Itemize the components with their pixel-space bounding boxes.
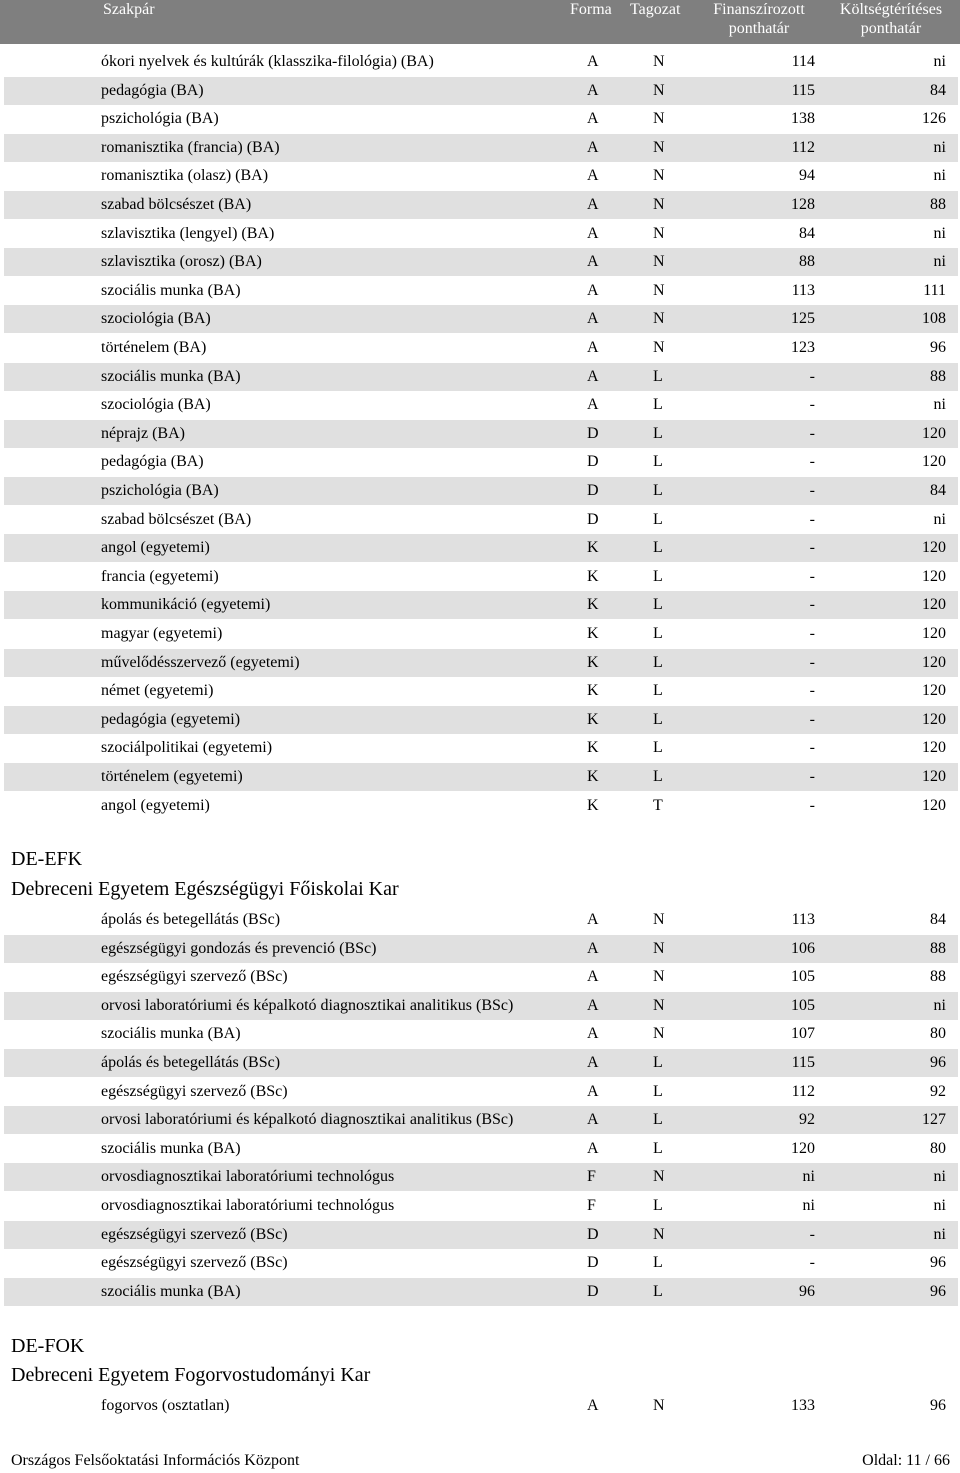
table-row [4, 162, 958, 190]
finanszirozott-cell: 113 [791, 911, 815, 928]
table-row [4, 305, 958, 333]
finanszirozott-cell: 88 [799, 253, 815, 271]
koltsegterites-cell: ni [933, 167, 946, 185]
finanszirozott-cell: 112 [791, 1082, 815, 1100]
table-row [4, 1078, 958, 1106]
koltsegterites-cell: 96 [930, 1054, 946, 1071]
forma-cell: D [587, 453, 599, 471]
table-row [4, 563, 958, 591]
table-row [4, 1221, 958, 1249]
finanszirozott-cell: - [809, 625, 815, 642]
tagozat-cell: L [653, 482, 663, 499]
finanszirozott-cell: 138 [791, 110, 815, 128]
forma-cell: A [587, 53, 599, 70]
finanszirozott-cell: 125 [791, 310, 815, 328]
header-koltsegterites: Költségtérítéses ponthatár [839, 1, 943, 37]
forma-cell: D [587, 1282, 599, 1300]
finanszirozott-cell: - [809, 596, 815, 614]
szakpar-cell: romanisztika (olasz) (BA) [101, 167, 269, 185]
tagozat-cell: L [653, 596, 663, 614]
table-row [4, 591, 958, 619]
szakpar-cell: orvosi laboratóriumi és képalkotó diagnosztikai analitikus (BSc) [101, 1111, 514, 1129]
tagozat-cell: N [653, 53, 665, 70]
forma-cell: K [587, 596, 599, 614]
finanszirozott-cell: 105 [791, 968, 815, 986]
tagozat-cell: L [653, 653, 663, 671]
szakpar-cell: pedagógia (BA) [101, 453, 204, 471]
section-code: DE-EFK [11, 848, 83, 870]
forma-cell: F [587, 1197, 596, 1214]
section-code: DE-FOK [11, 1335, 85, 1357]
koltsegterites-cell: 96 [930, 339, 946, 356]
szakpar-cell: szlavisztika (lengyel) (BA) [101, 224, 275, 242]
tagozat-cell: N [653, 939, 665, 957]
tagozat-cell: N [653, 110, 665, 128]
koltsegterites-cell: 108 [922, 310, 946, 328]
koltsegterites-cell: 88 [930, 196, 946, 213]
forma-cell: K [587, 653, 599, 671]
forma-cell: A [587, 253, 599, 271]
tagozat-cell: L [653, 710, 663, 728]
table-row [4, 1163, 958, 1191]
finanszirozott-cell: 105 [791, 996, 815, 1014]
koltsegterites-cell: 126 [922, 110, 946, 128]
koltsegterites-cell: 120 [922, 710, 946, 728]
table-row [4, 420, 958, 448]
table-row [4, 334, 958, 362]
forma-cell: A [587, 310, 599, 328]
table-row [4, 1278, 958, 1306]
finanszirozott-cell: - [809, 539, 815, 557]
table-row [4, 448, 958, 476]
table-row [4, 1392, 958, 1420]
table-row [4, 620, 958, 648]
forma-cell: K [587, 539, 599, 557]
table-row [4, 734, 958, 762]
koltsegterites-cell: 84 [930, 482, 946, 499]
section-title: Debreceni Egyetem Egészségügyi Főiskolai Kar [11, 878, 399, 900]
tagozat-cell: N [653, 1025, 665, 1043]
szakpar-cell: szociálpolitikai (egyetemi) [101, 739, 273, 757]
tagozat-cell: L [653, 396, 663, 414]
finanszirozott-cell: - [809, 710, 815, 728]
tagozat-cell: L [653, 1197, 663, 1214]
koltsegterites-cell: 120 [922, 625, 946, 642]
finanszirozott-cell: - [809, 367, 815, 385]
forma-cell: A [587, 167, 599, 185]
finanszirozott-cell: - [809, 1225, 815, 1243]
forma-cell: A [587, 224, 599, 242]
finanszirozott-cell: 115 [791, 1054, 815, 1071]
forma-cell: A [587, 81, 599, 99]
tagozat-cell: L [653, 424, 663, 442]
tagozat-cell: N [653, 253, 665, 271]
szakpar-cell: egészségügyi szervező (BSc) [101, 1254, 288, 1272]
koltsegterites-cell: 120 [922, 539, 946, 557]
tagozat-cell: N [653, 996, 665, 1014]
table-row [4, 48, 958, 76]
table-row [4, 1020, 958, 1048]
forma-cell: A [587, 1397, 599, 1414]
szakpar-cell: történelem (egyetemi) [101, 768, 243, 785]
table-row [4, 1192, 958, 1220]
szakpar-cell: szociális munka (BA) [101, 1139, 241, 1157]
table-row [4, 534, 958, 562]
szakpar-cell: ápolás és betegellátás (BSc) [101, 911, 281, 928]
finanszirozott-cell: 107 [791, 1025, 815, 1043]
finanszirozott-cell: ni [802, 1197, 815, 1214]
szakpar-cell: néprajz (BA) [101, 424, 185, 442]
szakpar-cell: szabad bölcsészet (BA) [101, 510, 252, 528]
table-row [4, 363, 958, 391]
tagozat-cell: L [653, 1054, 663, 1071]
szakpar-cell: orvosdiagnosztikai laboratóriumi technológus [101, 1168, 395, 1186]
table-row [4, 677, 958, 705]
header-szakpar: Szakpár [103, 1, 155, 18]
szakpar-cell: magyar (egyetemi) [101, 625, 223, 642]
tagozat-cell: L [653, 739, 663, 757]
forma-cell: A [587, 1111, 599, 1129]
tagozat-cell: N [653, 224, 665, 242]
koltsegterites-cell: 80 [930, 1025, 946, 1043]
szakpar-cell: szabad bölcsészet (BA) [101, 196, 252, 213]
tagozat-cell: L [653, 768, 663, 785]
table-row [4, 963, 958, 991]
szakpar-cell: történelem (BA) [101, 339, 207, 356]
forma-cell: A [587, 1054, 599, 1071]
forma-cell: K [587, 567, 599, 585]
koltsegterites-cell: 96 [930, 1254, 946, 1272]
footer-page-number: Oldal: 11 / 66 [862, 1452, 950, 1469]
finanszirozott-cell: 84 [799, 224, 815, 242]
szakpar-cell: német (egyetemi) [101, 682, 214, 700]
tagozat-cell: N [653, 911, 665, 928]
finanszirozott-cell: 123 [791, 339, 815, 356]
forma-cell: K [587, 739, 599, 757]
forma-cell: D [587, 424, 599, 442]
tagozat-cell: N [653, 167, 665, 185]
szakpar-cell: szociológia (BA) [101, 396, 211, 414]
szakpar-cell: egészségügyi szervező (BSc) [101, 1225, 288, 1243]
tagozat-cell: N [653, 81, 665, 99]
forma-cell: K [587, 682, 599, 700]
table-row [4, 248, 958, 276]
finanszirozott-cell: - [809, 453, 815, 471]
szakpar-cell: angol (egyetemi) [101, 796, 210, 814]
forma-cell: D [587, 482, 599, 499]
forma-cell: A [587, 138, 599, 156]
koltsegterites-cell: ni [933, 510, 946, 528]
koltsegterites-cell: 120 [922, 796, 946, 814]
forma-cell: A [587, 968, 599, 986]
tagozat-cell: L [653, 1139, 663, 1157]
table-row [4, 506, 958, 534]
szakpar-cell: fogorvos (osztatlan) [101, 1397, 230, 1414]
table-row [4, 1249, 958, 1277]
finanszirozott-cell: - [809, 482, 815, 499]
tagozat-cell: N [653, 339, 665, 356]
szakpar-cell: szociológia (BA) [101, 310, 211, 328]
tagozat-cell: L [653, 539, 663, 557]
finanszirozott-cell: 96 [799, 1282, 815, 1300]
table-row [4, 992, 958, 1020]
tagozat-cell: N [653, 1168, 665, 1186]
header-finanszirozott: Finanszírozott ponthatár [713, 1, 805, 37]
table-row [4, 1049, 958, 1077]
tagozat-cell: N [653, 1225, 665, 1243]
tagozat-cell: L [653, 567, 663, 585]
szakpar-cell: egészségügyi gondozás és prevenció (BSc) [101, 939, 377, 957]
tagozat-cell: T [653, 796, 663, 814]
koltsegterites-cell: 120 [922, 453, 946, 471]
forma-cell: A [587, 110, 599, 128]
forma-cell: K [587, 625, 599, 642]
forma-cell: A [587, 1139, 599, 1157]
finanszirozott-cell: - [809, 396, 815, 414]
szakpar-cell: szlavisztika (orosz) (BA) [101, 253, 262, 271]
tagozat-cell: N [653, 281, 665, 299]
table-row [4, 220, 958, 248]
finanszirozott-cell: ni [802, 1168, 815, 1186]
koltsegterites-cell: 127 [922, 1111, 946, 1129]
koltsegterites-cell: 120 [922, 768, 946, 785]
finanszirozott-cell: 128 [791, 196, 815, 213]
koltsegterites-cell: 111 [923, 281, 946, 299]
tagozat-cell: L [653, 453, 663, 471]
finanszirozott-cell: 92 [799, 1111, 815, 1129]
koltsegterites-cell: ni [933, 996, 946, 1014]
koltsegterites-cell: 96 [930, 1282, 946, 1300]
forma-cell: K [587, 768, 599, 785]
szakpar-cell: szociális munka (BA) [101, 1282, 241, 1300]
forma-cell: A [587, 396, 599, 414]
koltsegterites-cell: 84 [930, 81, 946, 99]
koltsegterites-cell: 84 [930, 911, 946, 928]
koltsegterites-cell: ni [933, 1168, 946, 1186]
koltsegterites-cell: 88 [930, 939, 946, 957]
szakpar-cell: egészségügyi szervező (BSc) [101, 968, 288, 986]
koltsegterites-cell: 80 [930, 1139, 946, 1157]
szakpar-cell: egészségügyi szervező (BSc) [101, 1082, 288, 1100]
table-row [4, 277, 958, 305]
szakpar-cell: orvosi laboratóriumi és képalkotó diagnosztikai analitikus (BSc) [101, 996, 514, 1014]
tagozat-cell: L [653, 1282, 663, 1300]
tagozat-cell: L [653, 1111, 663, 1129]
forma-cell: A [587, 939, 599, 957]
table-row [4, 706, 958, 734]
header-tagozat: Tagozat [630, 1, 681, 18]
forma-cell: A [587, 196, 599, 213]
table-row [4, 77, 958, 105]
forma-cell: A [587, 339, 599, 356]
forma-cell: A [587, 367, 599, 385]
header-forma: Forma [570, 1, 612, 18]
table-row [4, 906, 958, 934]
koltsegterites-cell: ni [933, 1225, 946, 1243]
szakpar-cell: francia (egyetemi) [101, 567, 219, 585]
forma-cell: K [587, 710, 599, 728]
tagozat-cell: N [653, 968, 665, 986]
forma-cell: D [587, 1254, 599, 1272]
tagozat-cell: N [653, 1397, 665, 1414]
koltsegterites-cell: ni [933, 224, 946, 242]
finanszirozott-cell: 112 [791, 138, 815, 156]
table-row [4, 105, 958, 133]
koltsegterites-cell: 88 [930, 367, 946, 385]
tagozat-cell: L [653, 1254, 663, 1272]
szakpar-cell: pedagógia (BA) [101, 81, 204, 99]
koltsegterites-cell: ni [933, 253, 946, 271]
tagozat-cell: N [653, 196, 665, 213]
footer-organization: Országos Felsőoktatási Információs Központ [11, 1452, 300, 1469]
szakpar-cell: szociális munka (BA) [101, 1025, 241, 1043]
table-header [0, 0, 960, 44]
forma-cell: A [587, 911, 599, 928]
koltsegterites-cell: 96 [930, 1397, 946, 1414]
finanszirozott-cell: - [809, 424, 815, 442]
tagozat-cell: L [653, 1082, 663, 1100]
finanszirozott-cell: - [809, 510, 815, 528]
forma-cell: A [587, 281, 599, 299]
forma-cell: A [587, 1082, 599, 1100]
szakpar-cell: pszichológia (BA) [101, 482, 219, 499]
table-row [4, 649, 958, 677]
szakpar-cell: romanisztika (francia) (BA) [101, 138, 280, 156]
forma-cell: A [587, 1025, 599, 1043]
szakpar-cell: angol (egyetemi) [101, 539, 210, 557]
tagozat-cell: L [653, 682, 663, 700]
koltsegterites-cell: 88 [930, 968, 946, 986]
finanszirozott-cell: - [809, 796, 815, 814]
table-row [4, 763, 958, 791]
table-row [4, 191, 958, 219]
table-row [4, 1135, 958, 1163]
szakpar-cell: pedagógia (egyetemi) [101, 710, 241, 728]
table-row [4, 391, 958, 419]
koltsegterites-cell: ni [933, 1197, 946, 1214]
forma-cell: D [587, 1225, 599, 1243]
szakpar-cell: szociális munka (BA) [101, 367, 241, 385]
tagozat-cell: L [653, 625, 663, 642]
finanszirozott-cell: 106 [791, 939, 815, 957]
koltsegterites-cell: ni [933, 138, 946, 156]
finanszirozott-cell: 115 [791, 81, 815, 99]
szakpar-cell: orvosdiagnosztikai laboratóriumi technológus [101, 1197, 395, 1214]
tagozat-cell: L [653, 367, 663, 385]
koltsegterites-cell: 120 [922, 424, 946, 442]
koltsegterites-cell: 120 [922, 682, 946, 700]
szakpar-cell: szociális munka (BA) [101, 281, 241, 299]
finanszirozott-cell: 113 [791, 281, 815, 299]
section-title: Debreceni Egyetem Fogorvostudományi Kar [11, 1364, 371, 1386]
table-row [4, 792, 958, 820]
szakpar-cell: ókori nyelvek és kultúrák (klasszika-filológia) (BA) [101, 53, 434, 70]
szakpar-cell: ápolás és betegellátás (BSc) [101, 1054, 281, 1071]
koltsegterites-cell: ni [933, 396, 946, 414]
finanszirozott-cell: - [809, 768, 815, 785]
forma-cell: F [587, 1168, 596, 1186]
szakpar-cell: pszichológia (BA) [101, 110, 219, 128]
koltsegterites-cell: 120 [922, 596, 946, 614]
koltsegterites-cell: ni [933, 53, 946, 70]
table-row [4, 477, 958, 505]
forma-cell: K [587, 796, 599, 814]
tagozat-cell: L [653, 510, 663, 528]
tagozat-cell: N [653, 138, 665, 156]
finanszirozott-cell: - [809, 682, 815, 700]
finanszirozott-cell: 94 [799, 167, 815, 185]
table-row [4, 134, 958, 162]
koltsegterites-cell: 120 [922, 653, 946, 671]
koltsegterites-cell: 120 [922, 739, 946, 757]
koltsegterites-cell: 120 [922, 567, 946, 585]
forma-cell: A [587, 996, 599, 1014]
szakpar-cell: művelődésszervező (egyetemi) [101, 653, 300, 671]
forma-cell: D [587, 510, 599, 528]
finanszirozott-cell: - [809, 567, 815, 585]
table-row [4, 935, 958, 963]
tagozat-cell: N [653, 310, 665, 328]
finanszirozott-cell: 133 [791, 1397, 815, 1414]
koltsegterites-cell: 92 [930, 1082, 946, 1100]
finanszirozott-cell: - [809, 653, 815, 671]
finanszirozott-cell: 120 [791, 1139, 815, 1157]
table-row [4, 1106, 958, 1134]
finanszirozott-cell: - [809, 1254, 815, 1272]
finanszirozott-cell: - [809, 739, 815, 757]
szakpar-cell: kommunikáció (egyetemi) [101, 596, 271, 614]
finanszirozott-cell: 114 [791, 53, 815, 70]
